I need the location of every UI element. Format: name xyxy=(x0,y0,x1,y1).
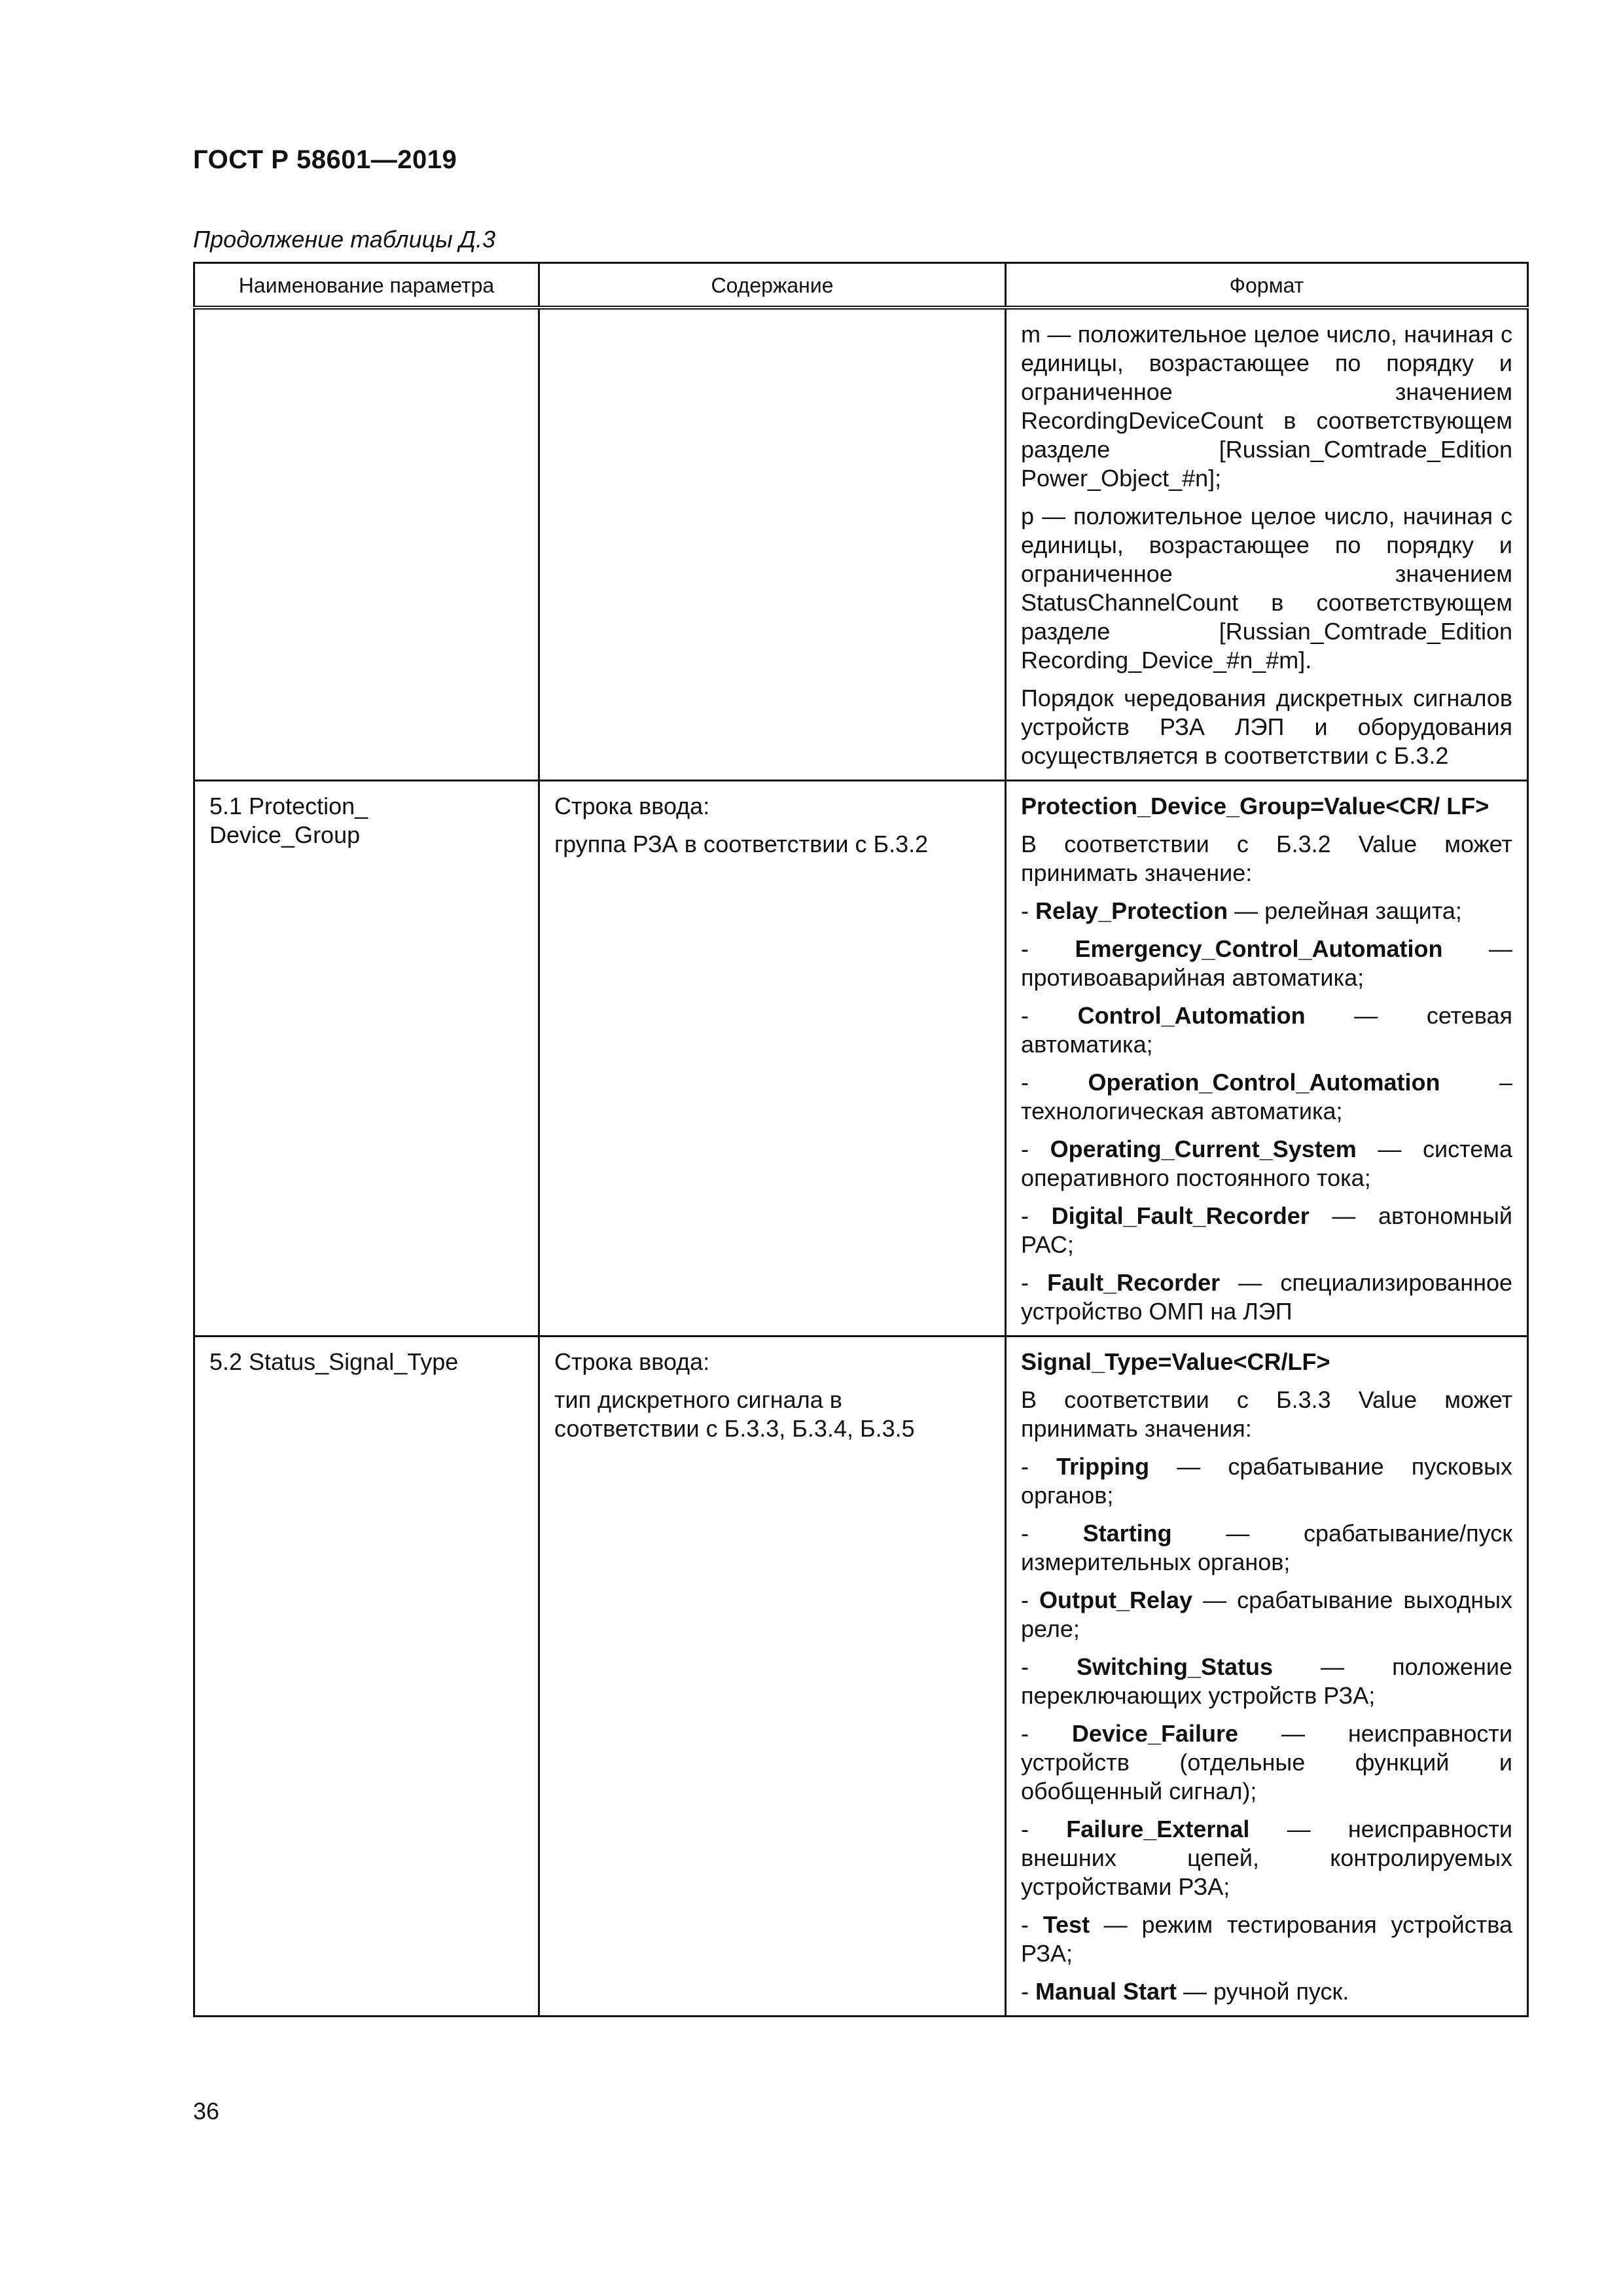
value-item xyxy=(1021,1068,1512,1126)
table-row xyxy=(194,308,1528,781)
cell-format xyxy=(1006,1336,1528,2017)
value-list xyxy=(1021,1452,1512,2006)
page-number: 36 xyxy=(193,2098,220,2125)
item-description: — положение переключающих устройств РЗА; xyxy=(1021,1653,1513,1709)
item-dash: - xyxy=(1021,1269,1048,1296)
item-dash: - xyxy=(1021,1453,1057,1480)
format-paragraph: m — положительное целое число, начиная с единицы, возрастающее по порядку и ограниченное значением RecordingDeviceCount в соответствующем разделе [Russian_Comtrade_Edition Power_Object_#n]; xyxy=(1021,321,1512,492)
value-item xyxy=(1021,1910,1512,1968)
format-head: Protection_Device_Group=Value<CR/ LF> xyxy=(1021,793,1489,819)
format-paragraph: Порядок чередования дискретных сигналов устройств РЗА ЛЭП и оборудования осуществляется в соответствии с Б.3.2 xyxy=(1021,685,1512,769)
item-dash: - xyxy=(1021,1069,1088,1096)
content-line: Строка ввода: xyxy=(554,1348,710,1375)
table-caption: Продолжение таблицы Д.3 xyxy=(193,226,496,253)
parameters-table xyxy=(193,262,1529,2017)
content-line: группа РЗА в соответствии с Б.3.2 xyxy=(554,831,929,857)
table-header-row xyxy=(194,263,1528,308)
cell-format xyxy=(1006,781,1528,1336)
document-header: ГОСТ Р 58601—2019 xyxy=(193,145,457,174)
item-key: Operation_Control_Automation xyxy=(1088,1069,1440,1096)
item-dash: - xyxy=(1021,1978,1035,2005)
item-key: Manual Start xyxy=(1035,1978,1177,2005)
value-item xyxy=(1021,1519,1512,1577)
cell-content xyxy=(539,781,1006,1336)
value-list xyxy=(1021,897,1512,1326)
item-dash: - xyxy=(1021,1520,1083,1547)
cell-content xyxy=(539,308,1006,781)
column-header-name: Наименование параметра xyxy=(194,263,539,308)
format-intro: В соответствии с Б.3.2 Value может принимать значение: xyxy=(1021,831,1512,886)
item-key: Switching_Status xyxy=(1077,1653,1274,1680)
item-description: — срабатывание пусковых органов; xyxy=(1021,1453,1512,1509)
item-key: Test xyxy=(1043,1911,1090,1938)
item-description: — режим тестирования устройства РЗА; xyxy=(1021,1911,1512,1967)
item-description: — неисправности устройств (отдельные функций и обобщенный сигнал); xyxy=(1021,1720,1512,1804)
column-header-format: Формат xyxy=(1006,263,1528,308)
format-head: Signal_Type=Value<CR/LF> xyxy=(1021,1348,1330,1375)
format-paragraph: p — положительное целое число, начиная с единицы, возрастающее по порядку и ограниченное значением StatusChannelCount в соответствующем разделе [Russian_Comtrade_Edition Recording_Device_#n_#m]. xyxy=(1021,503,1512,673)
item-dash: - xyxy=(1021,1720,1072,1747)
item-key: Device_Failure xyxy=(1071,1720,1239,1747)
value-item xyxy=(1021,1815,1512,1901)
value-item xyxy=(1021,1202,1512,1259)
format-intro: В соответствии с Б.3.3 Value может принимать значения: xyxy=(1021,1386,1512,1442)
item-description: — неисправности внешних цепей, контролируемых устройствами РЗА; xyxy=(1021,1816,1512,1900)
value-item xyxy=(1021,1653,1512,1710)
cell-content xyxy=(539,1336,1006,2017)
item-key: Output_Relay xyxy=(1039,1587,1193,1613)
item-dash: - xyxy=(1021,1653,1077,1680)
item-description: — противоаварийная автоматика; xyxy=(1021,935,1512,991)
cell-format xyxy=(1006,308,1528,781)
item-key: Digital_Fault_Recorder xyxy=(1051,1202,1310,1229)
item-dash: - xyxy=(1021,1911,1043,1938)
item-key: Fault_Recorder xyxy=(1047,1269,1221,1296)
value-item xyxy=(1021,1001,1512,1059)
cell-name xyxy=(194,308,539,781)
item-key: Emergency_Control_Automation xyxy=(1075,935,1443,962)
item-dash: - xyxy=(1021,1816,1067,1842)
item-dash: - xyxy=(1021,1002,1078,1029)
item-key: Failure_External xyxy=(1066,1816,1250,1842)
item-key: Control_Automation xyxy=(1077,1002,1306,1029)
column-header-content: Содержание xyxy=(539,263,1006,308)
item-dash: - xyxy=(1021,1587,1040,1613)
item-dash: - xyxy=(1021,935,1075,962)
value-item xyxy=(1021,1719,1512,1806)
cell-name xyxy=(194,1336,539,2017)
value-item xyxy=(1021,897,1512,925)
content-line: тип дискретного сигнала в соответствии с Б.3.3, Б.3.4, Б.3.5 xyxy=(554,1386,915,1442)
item-dash: - xyxy=(1021,897,1035,924)
item-key: Starting xyxy=(1082,1520,1172,1547)
item-dash: - xyxy=(1021,1202,1052,1229)
table-row xyxy=(194,1336,1528,2017)
cell-name xyxy=(194,781,539,1336)
item-key: Operating_Current_System xyxy=(1050,1136,1357,1162)
parameter-name: 5.1 Protection_ Device_Group xyxy=(209,793,368,848)
item-description: — система оперативного постоянного тока; xyxy=(1021,1136,1512,1191)
item-description: — автономный РАС; xyxy=(1021,1202,1513,1258)
value-item xyxy=(1021,1977,1512,2006)
table-row xyxy=(194,781,1528,1336)
item-description: — релейная защита; xyxy=(1228,897,1462,924)
item-description: — специализированное устройство ОМП на ЛЭП xyxy=(1021,1269,1512,1325)
item-description: — ручной пуск. xyxy=(1177,1978,1349,2005)
value-item xyxy=(1021,1135,1512,1193)
item-description: — срабатывание/пуск измерительных органов; xyxy=(1021,1520,1513,1575)
value-item xyxy=(1021,1586,1512,1643)
item-dash: - xyxy=(1021,1136,1050,1162)
value-item xyxy=(1021,935,1512,992)
item-description: — срабатывание выходных реле; xyxy=(1021,1587,1512,1642)
item-key: Relay_Protection xyxy=(1035,897,1228,924)
value-item xyxy=(1021,1452,1512,1510)
parameter-name: 5.2 Status_Signal_Type xyxy=(209,1348,459,1375)
value-item xyxy=(1021,1268,1512,1326)
item-description: — сетевая автоматика; xyxy=(1021,1002,1513,1058)
content-line: Строка ввода: xyxy=(554,793,710,819)
item-key: Tripping xyxy=(1056,1453,1150,1480)
item-description: –технологическая автоматика; xyxy=(1021,1069,1512,1124)
